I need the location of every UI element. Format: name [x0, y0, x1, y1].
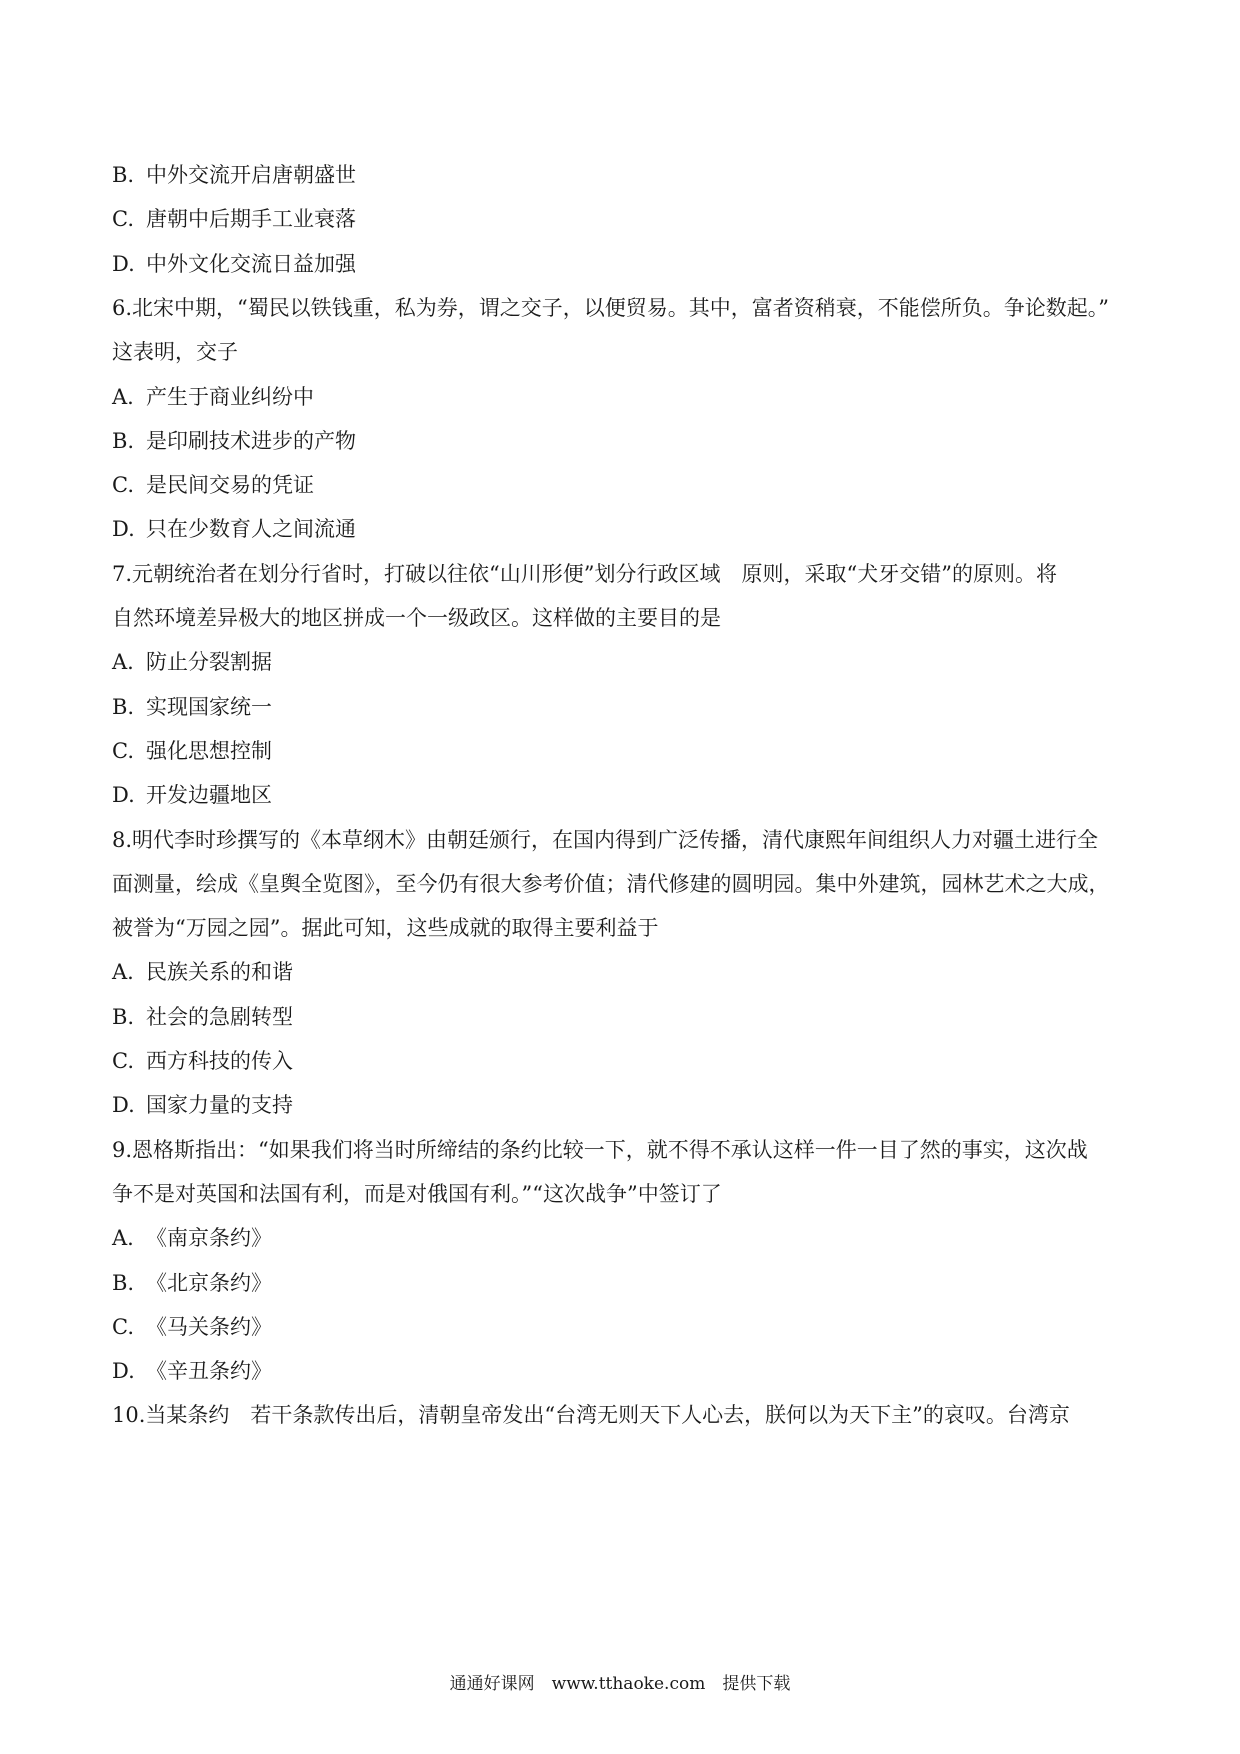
option-text: 强化思想控制	[146, 738, 272, 763]
question-text-line: 7.元朝统治者在划分行省时，打破以往依“山川形便”划分行政区域 原则，采取“犬牙交错”的原则。将	[112, 561, 1057, 586]
answer-option	[112, 780, 272, 810]
option-letter: C.	[112, 738, 134, 763]
option-letter: C.	[112, 473, 134, 498]
page-footer: 通通好课网 www.tthaoke.com 提供下载	[449, 1674, 791, 1694]
option-text: 唐朝中后期手工业衰落	[146, 207, 356, 232]
option-letter: A.	[112, 650, 134, 675]
option-letter: A.	[112, 1226, 134, 1251]
option-text: 是印刷技术进步的产物	[146, 428, 356, 453]
answer-option	[112, 736, 272, 766]
answer-option	[112, 470, 314, 500]
option-text: 民族关系的和谐	[146, 960, 293, 985]
option-text: 《北京条约》	[146, 1270, 272, 1295]
option-letter: B.	[112, 1270, 135, 1295]
answer-option	[112, 1002, 293, 1032]
option-letter: B.	[112, 694, 135, 719]
option-text: 产生于商业纠纷中	[146, 384, 314, 409]
option-letter: D.	[112, 1093, 135, 1118]
option-letter: A.	[112, 384, 134, 409]
option-text: 中外交流开启唐朝盛世	[146, 163, 356, 187]
option-text: 《辛丑条约》	[146, 1359, 272, 1384]
answer-option	[112, 1356, 272, 1386]
answer-option	[112, 1268, 272, 1298]
question-text-line: 这表明，交子	[112, 340, 238, 365]
option-text: 社会的急剧转型	[146, 1004, 293, 1029]
option-letter: B.	[112, 1004, 135, 1029]
question-text-line: 被誉为“万园之园”。据此可知，这些成就的取得主要利益于	[112, 916, 659, 941]
question-text-line: 面测量，绘成《皇舆全览图》，至今仍有很大参考价值；清代修建的圆明园。集中外建筑，园林艺术之大成，	[112, 871, 1110, 896]
question-text-line: 争不是对英国和法国有利，而是对俄国有利。”“这次战争”中签订了	[112, 1181, 722, 1206]
answer-option	[112, 160, 356, 190]
option-letter: B.	[112, 163, 135, 187]
answer-option	[112, 1223, 272, 1253]
question-text-line: 8.明代李时珍撰写的《本草纲木》由朝廷颁行，在国内得到广泛传播，清代康熙年间组织人力对疆土进行全	[112, 827, 1099, 852]
option-text: 《南京条约》	[146, 1226, 272, 1251]
option-text: 西方科技的传入	[146, 1049, 293, 1073]
option-letter: C.	[112, 1314, 134, 1339]
option-letter: A.	[112, 960, 134, 985]
option-letter: D.	[112, 251, 135, 276]
answer-option	[112, 1312, 272, 1342]
option-text: 国家力量的支持	[146, 1093, 293, 1118]
option-text: 开发边疆地区	[146, 783, 272, 808]
question-text-line: 9.恩格斯指出：“如果我们将当时所缔结的条约比较一下，就不得不承认这样一件一目了然的事实，这次战	[112, 1137, 1088, 1162]
answer-option	[112, 249, 356, 279]
option-letter: C.	[112, 207, 134, 232]
answer-option	[112, 647, 272, 677]
option-letter: D.	[112, 517, 135, 542]
option-text: 防止分裂割据	[146, 650, 272, 675]
option-text: 只在少数育人之间流通	[146, 517, 356, 542]
option-letter: B.	[112, 428, 135, 453]
question-text-line: 6.北宋中期，“蜀民以铁钱重，私为券，谓之交子，以便贸易。其中，富者资稍衰，不能偿所负。争论数起。”	[112, 295, 1110, 320]
answer-option	[112, 426, 356, 456]
option-text: 实现国家统一	[146, 694, 272, 719]
question-text-line: 自然环境差异极大的地区拼成一个一级政区。这样做的主要目的是	[112, 606, 721, 630]
option-letter: D.	[112, 783, 135, 808]
answer-option	[112, 957, 293, 987]
option-text: 中外文化交流日益加强	[146, 251, 356, 276]
question-text-line: 10.当某条约 若干条款传出后，清朝皇帝发出“台湾无则天下人心去，朕何以为天下主”的哀叹。台湾京	[112, 1403, 1070, 1428]
answer-option	[112, 204, 356, 234]
option-letter: D.	[112, 1359, 135, 1384]
option-text: 是民间交易的凭证	[146, 473, 314, 498]
option-text: 《马关条约》	[146, 1314, 272, 1339]
answer-option	[112, 692, 272, 722]
answer-option	[112, 1090, 293, 1120]
answer-option	[112, 1046, 293, 1076]
answer-option	[112, 382, 314, 412]
option-letter: C.	[112, 1049, 134, 1073]
answer-option	[112, 514, 356, 544]
